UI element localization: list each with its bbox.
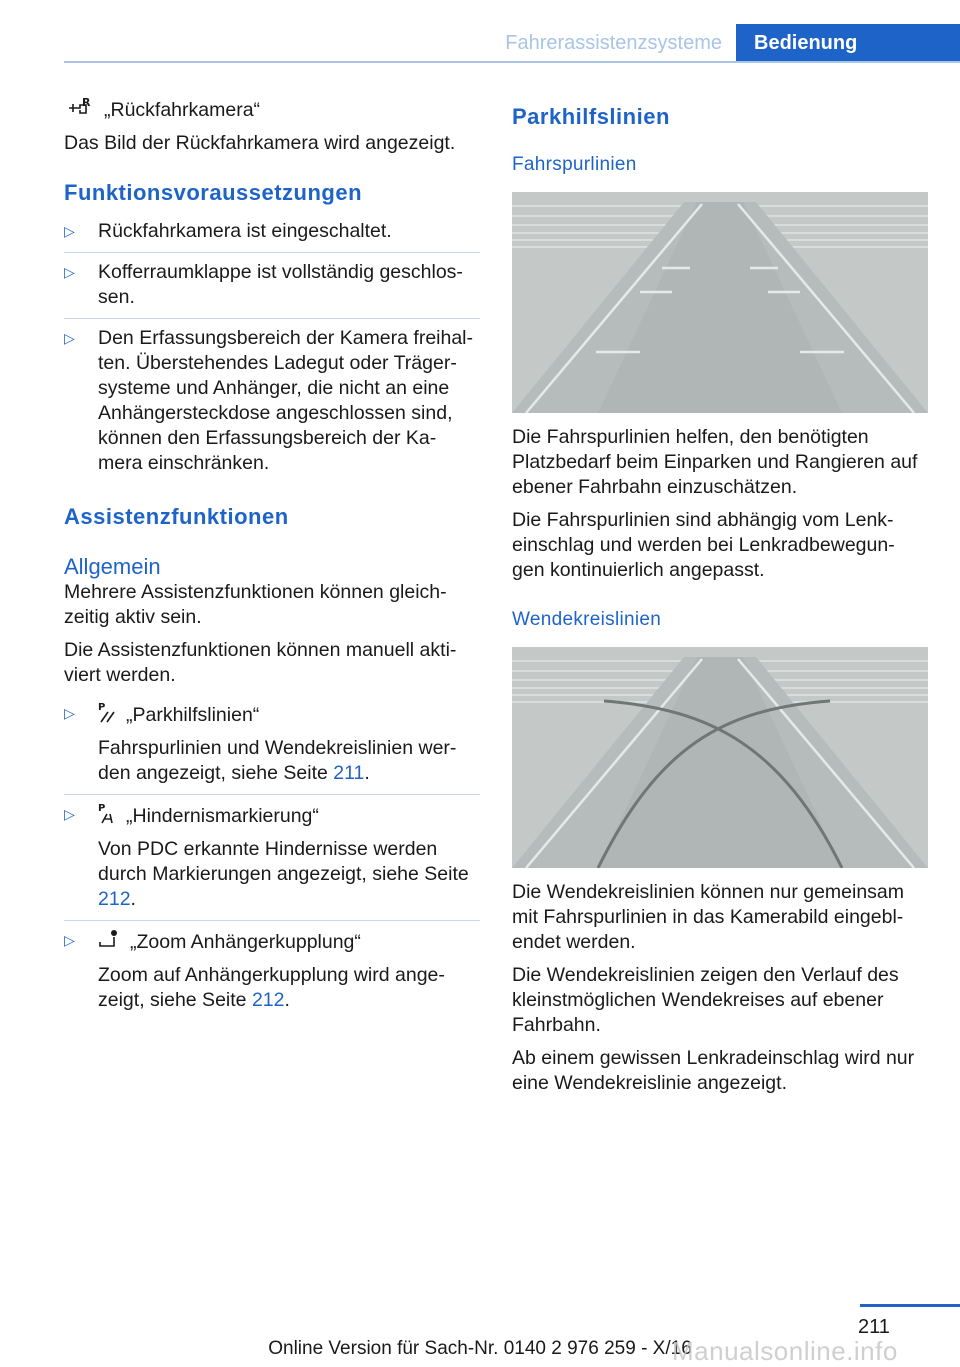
lane-p1: Die Fahrspurlinien helfen, den benötigten Platzbedarf beim Einparken und Rangieren auf ebener Fahrbahn einzuschätzen. (512, 426, 918, 498)
svg-text:P: P (98, 803, 106, 814)
lane-lines-figure (512, 192, 928, 413)
reverse-camera-icon (68, 96, 94, 118)
online-version-footer: Online Version für Sach-Nr. 0140 2 976 259 - X/16 (268, 1338, 692, 1359)
left-column (64, 96, 480, 1021)
triangle-bullet-icon: ▷ (64, 223, 75, 239)
general-heading: Allgemein (64, 554, 161, 579)
triangle-bullet-icon: ▷ (64, 330, 75, 346)
page-number-rule (860, 1304, 960, 1307)
header-divider (64, 61, 960, 63)
parking-lines-icon (98, 701, 116, 723)
right-column (512, 96, 928, 1096)
header-section-title: Fahrerassistenzsysteme (505, 32, 722, 54)
triangle-bullet-icon: ▷ (64, 705, 75, 721)
triangle-bullet-icon: ▷ (64, 264, 75, 280)
turn-lines-heading: Wendekreislinien (512, 609, 662, 630)
list-item: ▷ Den Erfassungsbereich der Kamera freihal‐ ten. Überstehendes Ladegut oder Träger‐ systeme und Anhänger, die nicht an eine Anhängersteckdose angeschlossen sind, können den Erfassungsbereich der Ka‐ mera einschränken. (64, 318, 480, 484)
list-item: ▷ Rückfahrkamera ist eingeschaltet. (64, 220, 392, 242)
camera-item-desc: Das Bild der Rückfahrkamera wird angezeigt. (64, 132, 456, 154)
watermark: Manualsonline.info (672, 1336, 898, 1366)
svg-text:P: P (98, 702, 106, 713)
lane-p2: Die Fahrspurlinien sind abhängig vom Lenk‐ einschlag und werden bei Lenkradbewegun‐ gen kontinuierlich angepasst. (512, 509, 895, 581)
header-chapter-tab: Bedienung (736, 24, 960, 62)
func-heading: Funktionsvoraussetzungen (64, 180, 363, 205)
parking-lines-heading: Parkhilfslinien (512, 104, 670, 129)
svg-text:R: R (82, 96, 91, 109)
general-p1: Mehrere Assistenzfunktionen können gleich‐ zeitig aktiv sein. (64, 581, 447, 628)
obstacle-marking-icon (98, 802, 116, 824)
assist-heading: Assistenzfunktionen (64, 504, 289, 529)
turn-p2: Die Wendekreislinien zeigen den Verlauf des kleinstmöglichen Wendekreises auf ebener Fahrbahn. (512, 964, 899, 1036)
func-list (64, 212, 480, 484)
turn-p1: Die Wendekreislinien können nur gemeinsam mit Fahrspurlinien in das Kamerabild eingebl‐ endet werden. (512, 881, 905, 953)
assist-list (64, 694, 480, 1021)
triangle-bullet-icon: ▷ (64, 806, 75, 822)
page-link[interactable]: 212 (98, 888, 131, 910)
list-item: ▷ P „Parkhilfslinien“ Fahrspurlinien und Wendekreislinien wer‐ den angezeigt, siehe Seite 211. (64, 702, 457, 784)
lane-lines-heading: Fahrspurlinien (512, 154, 637, 175)
general-p2: Die Assistenzfunktionen können manuell akti‐ viert werden. (64, 639, 457, 686)
list-item: ▷ „Zoom Anhängerkupplung“ Zoom auf Anhängerkupplung wird ange‐ zeigt, siehe Seite 212. (64, 920, 480, 1021)
turn-p3: Ab einem gewissen Lenkradeinschlag wird nur eine Wendekreislinie angezeigt. (512, 1047, 915, 1094)
page-number: 211 (858, 1316, 890, 1338)
camera-item-label: „Rückfahrkamera“ (104, 99, 261, 121)
list-item: ▷ Kofferraumklappe ist vollständig geschlos‐ sen. (64, 252, 480, 318)
trailer-hitch-zoom-icon (98, 928, 120, 950)
list-item: ▷ P „Hindernismarkierung“ Von PDC erkannte Hindernisse werden durch Markierungen angezeigt, siehe Seite 212. (64, 794, 480, 920)
turning-circle-figure (512, 647, 928, 868)
triangle-bullet-icon: ▷ (64, 932, 75, 948)
camera-item (64, 96, 480, 123)
page-link[interactable]: 211 (333, 762, 365, 784)
page-link[interactable]: 212 (251, 989, 285, 1011)
